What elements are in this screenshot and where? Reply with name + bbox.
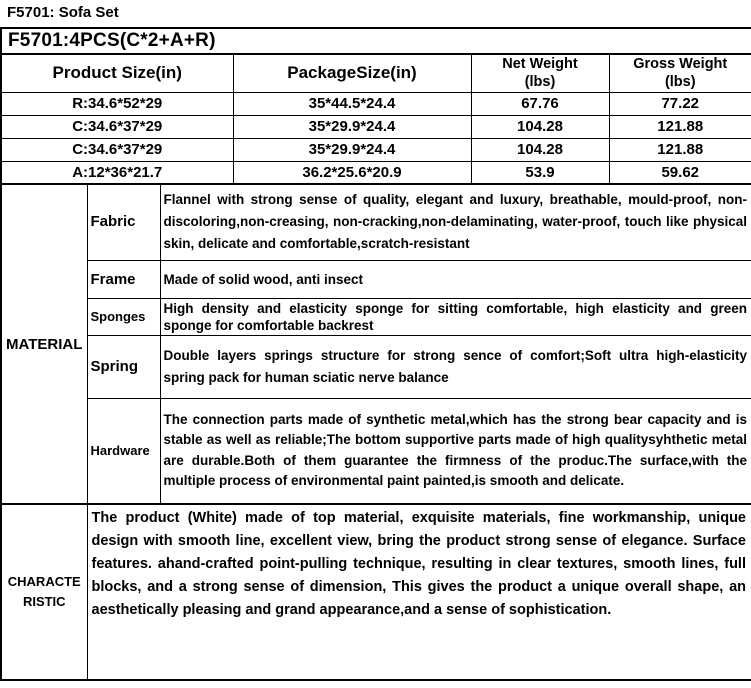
characteristic-row <box>1 504 751 680</box>
material-row-spring <box>1 335 751 398</box>
package-size-cell: 36.2*25.6*20.9 <box>233 161 471 184</box>
net-weight-cell: 67.76 <box>471 92 609 115</box>
characteristic-table <box>0 503 751 681</box>
table-row <box>1 92 751 115</box>
material-row-fabric <box>1 184 751 260</box>
col-header-net-weight <box>471 54 609 92</box>
material-item-description: High density and elasticity sponge for sitting comfortable, high elasticity and green sponge for comfortable backrest <box>160 298 751 335</box>
col-header-gross-weight <box>609 54 751 92</box>
set-header-table <box>0 27 751 55</box>
product-size-cell: C:34.6*37*29 <box>1 138 233 161</box>
material-item-name: Sponges <box>87 298 160 335</box>
package-size-cell: 35*44.5*24.4 <box>233 92 471 115</box>
material-item-description: Made of solid wood, anti insect <box>160 260 751 298</box>
net-weight-cell: 104.28 <box>471 138 609 161</box>
material-item-description: Double layers springs structure for strong sence of comfort;Soft ultra high-elasticity spring pack for human sciatic nerve balance <box>160 335 751 398</box>
table-row <box>1 115 751 138</box>
table-row <box>1 161 751 184</box>
set-header-label: F5701:4PCS(C*2+A+R) <box>1 28 751 54</box>
material-row-sponges <box>1 298 751 335</box>
net-weight-unit: (lbs) <box>524 74 556 91</box>
material-item-name: Frame <box>87 260 160 298</box>
gross-weight-cell: 77.22 <box>609 92 751 115</box>
package-size-cell: 35*29.9*24.4 <box>233 115 471 138</box>
material-item-name: Hardware <box>87 398 160 504</box>
gross-weight-unit: (lbs) <box>664 74 696 91</box>
gross-weight-cell: 121.88 <box>609 138 751 161</box>
net-weight-cell: 104.28 <box>471 115 609 138</box>
product-size-cell: C:34.6*37*29 <box>1 115 233 138</box>
page-title: F5701: Sofa Set <box>7 4 119 21</box>
net-weight-cell: 53.9 <box>471 161 609 184</box>
material-section-label: MATERIAL <box>1 184 87 504</box>
characteristic-description: The product (White) made of top material, exquisite materials, fine workmanship, unique design with smooth line, excellent view, bring the product strong sense of elegance. Surface features. ahand-crafted point-pulling technique, resulting in clear textures, smooth lines, full blocks, and a strong sense of dimension, This gives the product a unique overall shape, an aesthetically pleasing and grand appearance,and a sense of sophistication. <box>87 504 751 680</box>
table-row <box>1 138 751 161</box>
material-item-name: Fabric <box>87 184 160 260</box>
gross-weight-label: Gross Weight <box>633 56 728 73</box>
material-item-description: Flannel with strong sense of quality, elegant and luxury, breathable, mould-proof, non-discoloring,non-creasing, non-cracking,non-delaminating, water-proof, touch like physical skin, delicate and comfortable,scratch-resistant <box>160 184 751 260</box>
material-item-name: Spring <box>87 335 160 398</box>
characteristic-section-label: CHARACTE RISTIC <box>1 504 87 680</box>
material-table <box>0 183 751 505</box>
product-size-cell: R:34.6*52*29 <box>1 92 233 115</box>
material-item-description: The connection parts made of synthetic metal,which has the strong bear capacity and is stable as well as reliable;The bottom supportive parts made of high qualitysyhthetic metal are durable.Both of them guarantee the firmness of the produc.The surface,with the multiple process of environmental paint painted,is smooth and delicate. <box>160 398 751 504</box>
material-row-frame <box>1 260 751 298</box>
size-table <box>0 53 751 185</box>
package-size-cell: 35*29.9*24.4 <box>233 138 471 161</box>
net-weight-label: Net Weight <box>502 56 578 73</box>
product-size-cell: A:12*36*21.7 <box>1 161 233 184</box>
col-header-product-size: Product Size(in) <box>1 54 233 92</box>
size-table-header-row <box>1 54 751 92</box>
col-header-package-size: PackageSize(in) <box>233 54 471 92</box>
set-header-row <box>1 28 751 54</box>
gross-weight-cell: 59.62 <box>609 161 751 184</box>
gross-weight-cell: 121.88 <box>609 115 751 138</box>
material-row-hardware <box>1 398 751 504</box>
